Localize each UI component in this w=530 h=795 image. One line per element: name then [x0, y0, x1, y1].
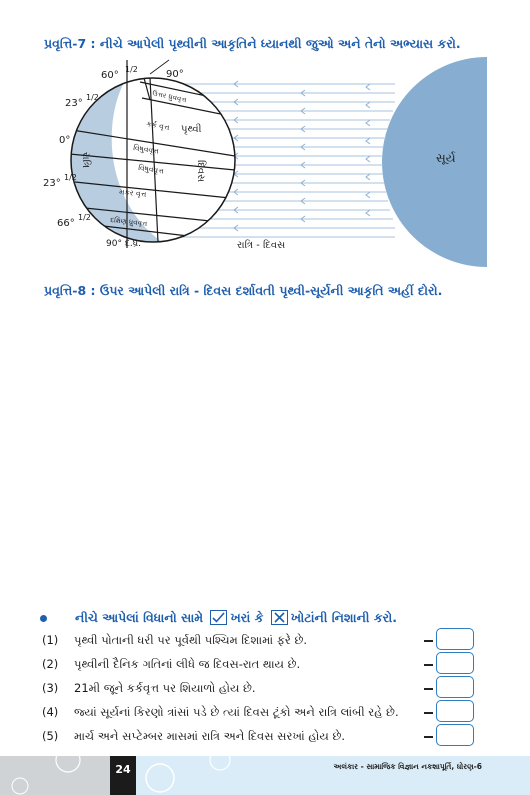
- statement-text: પૃથ્વીની દૈનિક ગતિનાં લીધે જ દિવસ-રાત થાય છે.: [74, 657, 301, 671]
- footer-decoration: [0, 756, 110, 795]
- lat-66-fraction: 1/2: [78, 213, 91, 222]
- day-label: દિવસ: [195, 160, 206, 183]
- statement-5: [42, 729, 345, 744]
- tick-mark-icon: [210, 610, 227, 625]
- answer-dash: [424, 664, 433, 666]
- statement-number: (5): [42, 729, 59, 743]
- statement-number: (3): [42, 681, 59, 695]
- figure-caption: રાત્રિ - દિવસ: [237, 240, 286, 251]
- answer-box-4[interactable]: [436, 700, 474, 722]
- answer-dash: [424, 712, 433, 714]
- statement-2: [42, 657, 300, 672]
- sun-label: સૂર્ય: [436, 151, 456, 165]
- intro-text-a: નીચે આપેલાં વિધાનો સામે: [75, 610, 204, 625]
- earth-label: પૃથ્વી: [181, 124, 202, 135]
- statement-text: 21મી જૂને કર્કવૃત્ત પર શિયાળો હોય છે.: [74, 681, 256, 695]
- statement-text: માર્ચ અને સપ્ટેમ્બર માસમાં રાત્રિ અને દિવસ સરખાં હોય છે.: [74, 729, 346, 743]
- antarctic-circle-label: દક્ષિણ ધ્રુવવૃત્ત: [109, 216, 148, 228]
- cross-mark-icon: [271, 610, 288, 625]
- intro-text-c: ખોટાંની નિશાની કરો.: [290, 610, 398, 625]
- statement-number: (1): [42, 633, 59, 647]
- footer-circles: [140, 756, 300, 795]
- statement-3: [42, 681, 256, 696]
- footer-book-title: અલંકાર - સામાજિક વિજ્ઞાન નકશાપૂર્તિ, ધોરણ-6: [333, 762, 482, 771]
- statement-1: [42, 633, 307, 648]
- page-number-box: [110, 756, 136, 795]
- answer-box-3[interactable]: [436, 676, 474, 698]
- statement-number: (2): [42, 657, 59, 671]
- statement-text: જ્યાં સૂર્યનાં કિરણો ત્રાંસાં પડે છે ત્યાં દિવસ ટૂંકો અને રાત્રિ લાંબી રહે છે.: [74, 705, 399, 719]
- page-number: 24: [115, 763, 131, 776]
- statement-number: (4): [42, 705, 59, 719]
- equator-label-2: વિષુવવૃત્ત: [137, 163, 165, 176]
- answer-box-2[interactable]: [436, 652, 474, 674]
- lat-60-label: 60°: [101, 70, 119, 81]
- night-label: રાત્રિ: [80, 152, 91, 169]
- bullet-icon: [40, 615, 47, 622]
- earth-sun-figure: [0, 50, 530, 270]
- statement-text: પૃથ્વી પોતાની ધરી પર પૂર્વથી પશ્ચિમ દિશામાં ફરે છે.: [74, 633, 308, 647]
- lat-90-label: 90°: [166, 69, 184, 80]
- tropic-cancer-label: કર્ક વૃત્ત: [145, 119, 171, 133]
- lat-0-label: 0°: [59, 135, 71, 146]
- statement-4: [42, 705, 399, 720]
- answer-dash: [424, 640, 433, 642]
- lat-90s-label: 90° દ.ધ્ર.: [106, 239, 141, 249]
- tropic-capricorn-label: મકર વૃત્ત: [118, 187, 147, 199]
- lat-60-fraction: 1/2: [125, 65, 138, 74]
- lat-23s-fraction: 1/2: [64, 173, 77, 182]
- answer-dash: [424, 736, 433, 738]
- sun-shape: [382, 57, 487, 267]
- answer-dash: [424, 688, 433, 690]
- answer-box-5[interactable]: [436, 724, 474, 746]
- equator-label: વિષુવવૃત્ત: [132, 143, 160, 156]
- intro-text-b: ખરાં કે: [230, 610, 264, 625]
- statements-heading: [40, 610, 397, 626]
- lat-66-label: 66°: [57, 218, 75, 229]
- activity7-heading: પ્રવૃત્તિ-7 : નીચે આપેલી પૃથ્વીની આકૃતિને ધ્યાનથી જુઓ અને તેનો અભ્યાસ કરો.: [44, 36, 461, 51]
- lat-23n-label: 23°: [65, 98, 83, 109]
- arctic-circle-label: ઉત્તર ધ્રુવવૃત્ત: [151, 89, 188, 105]
- answer-box-1[interactable]: [436, 628, 474, 650]
- activity8-heading: પ્રવૃત્તિ-8 : ઉપર આપેલી રાત્રિ - દિવસ દર્શાવતી પૃથ્વી-સૂર્યની આકૃતિ અહીં દોરો.: [44, 283, 443, 298]
- lat-23n-fraction: 1/2: [86, 93, 99, 102]
- lat-23s-label: 23°: [43, 178, 61, 189]
- page-footer: [0, 756, 530, 795]
